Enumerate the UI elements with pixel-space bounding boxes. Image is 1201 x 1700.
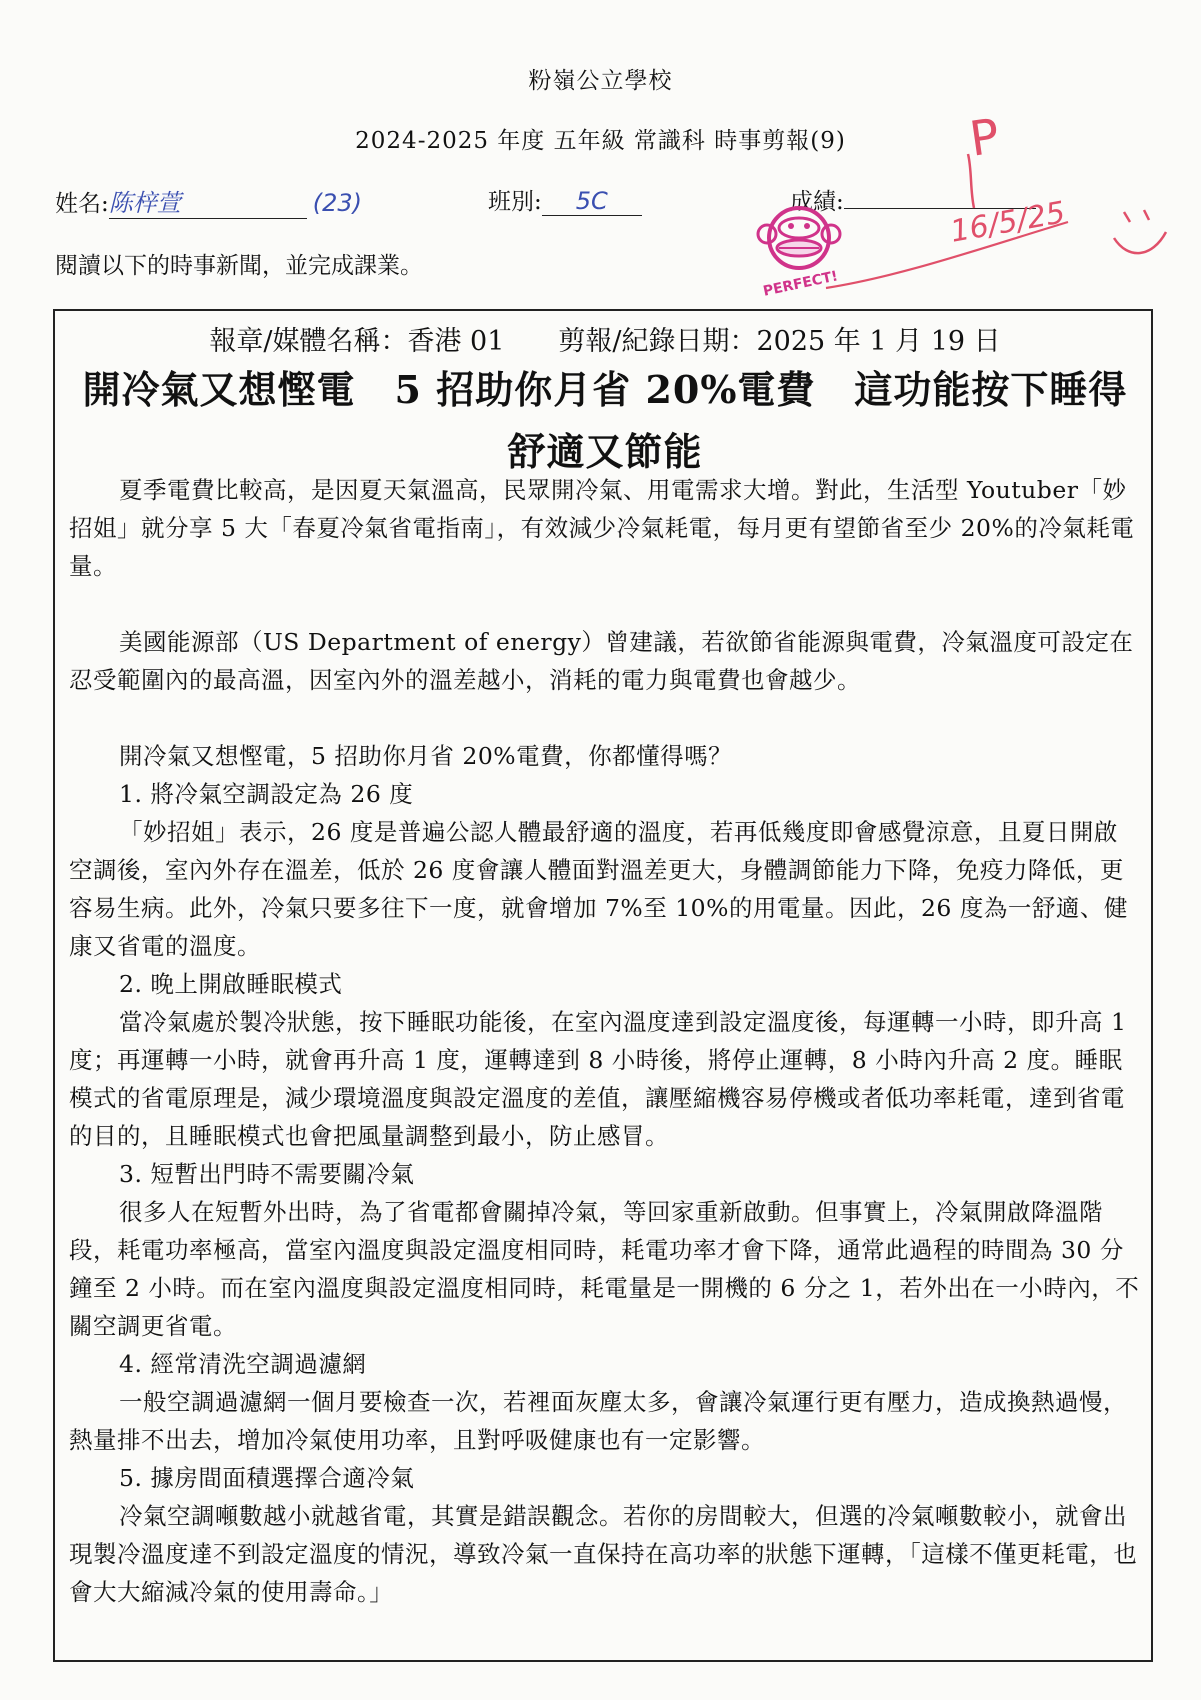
grade-label: 成績: — [790, 189, 844, 215]
worksheet-subtitle: 2024-2025 年度 五年級 常識科 時事剪報(9) — [355, 128, 846, 154]
class-label: 班別: — [488, 189, 542, 215]
stamp-text: PERFECT! — [761, 268, 840, 300]
class-value: 5C — [575, 187, 608, 215]
smiley-icon — [1110, 202, 1170, 262]
tip-text-1: 「妙招姐」表示，26 度是普遍公認人體最舒適的溫度，若再低幾度即會感覺涼意，且夏日開啟空調後，室內外存在溫差，低於 26 度會讓人體面對溫差更大，身體調節能力下降，免疫力降低，更容易生病。此外，冷氣只要多往下一度，就會增加 7%至 10%的用電量。因此，26 度為一舒適、健康又省電的溫度。 — [69, 818, 1128, 960]
article-paragraph: 開冷氣又想慳電，5 招助你月省 20%電費，你都懂得嗎？ — [119, 742, 733, 770]
student-number: (23) — [312, 189, 363, 217]
class-field — [488, 183, 642, 216]
tip-heading-3: 3. 短暫出門時不需要關冷氣 — [119, 1160, 415, 1188]
article-headline: 開冷氣又想慳電 5 招助你月省 20%電費 這功能按下睡得舒適又節能 — [82, 367, 1128, 474]
article-source-line: 報章/媒體名稱：香港 01 剪報/紀錄日期：2025 年 1 月 19 日 — [209, 326, 1001, 357]
tip-heading-5: 5. 據房間面積選擇合適冷氣 — [119, 1464, 415, 1492]
teacher-date: 16/5/25 — [947, 195, 1068, 250]
tip-text-5: 冷氣空調噸數越小就越省電，其實是錯誤觀念。若你的房間較大，但選的冷氣噸數較小，就會出現製冷溫度達不到設定溫度的情況，導致冷氣一直保持在高功率的狀態下運轉，「這樣不僅更耗電，也會大大縮減冷氣的使用壽命。」 — [69, 1502, 1138, 1606]
tip-text-2: 當冷氣處於製冷狀態，按下睡眠功能後，在室內溫度達到設定溫度後，每運轉一小時，即升高 1 度；再運轉一小時，就會再升高 1 度，運轉達到 8 小時後，將停止運轉，8 小時內升高 2 度。睡眠模式的省電原理是，減少環境溫度與設定溫度的差值，讓壓縮機容易停機或者低功率耗電，達到省電的目的，且睡眠模式也會把風量調整到最小，防止感冒。 — [69, 1008, 1127, 1150]
article-body — [69, 471, 1141, 1611]
tip-text-3: 很多人在短暫外出時，為了省電都會關掉冷氣，等回家重新啟動。但事實上，冷氣開啟降溫階段，耗電功率極高，當室內溫度與設定溫度相同時，耗電功率才會下降，通常此過程的時間為 30 分鐘至 2 小時。而在室內溫度與設定溫度相同時，耗電量是一開機的 6 分之 1，若外出在一小時內，不關空調更省電。 — [69, 1198, 1140, 1340]
teacher-grade-stroke — [960, 150, 1000, 210]
tip-heading-2: 2. 晚上開啟睡眠模式 — [119, 970, 343, 998]
article-box — [53, 309, 1153, 1662]
article-paragraph: 美國能源部（US Department of energy）曾建議，若欲節省能源與電費，冷氣溫度可設定在忍受範圍內的最高溫，因室內外的溫差越小，消耗的電力與電費也會越少。 — [69, 628, 1134, 694]
teacher-pen-stroke — [822, 218, 1072, 298]
teacher-grade-mark: P — [966, 108, 1003, 168]
perfect-stamp-icon — [745, 190, 855, 300]
name-label: 姓名: — [55, 191, 109, 217]
article-paragraph: 夏季電費比較高，是因夏天氣溫高，民眾開冷氣、用電需求大增。對此，生活型 Youtuber「妙招姐」就分享 5 大「春夏冷氣省電指南」，有效減少冷氣耗電，每月更有望節省至少 20%的冷氣耗電量。 — [69, 476, 1135, 580]
tip-text-4: 一般空調過濾網一個月要檢查一次，若裡面灰塵太多，會讓冷氣運行更有壓力，造成換熱過慢，熱量排不出去，增加冷氣使用功率，且對呼吸健康也有一定影響。 — [69, 1388, 1127, 1454]
instruction-text: 閱讀以下的時事新聞，並完成課業。 — [55, 253, 423, 279]
tip-heading-4: 4. 經常清洗空調過濾網 — [119, 1350, 367, 1378]
name-value: 陈梓萱 — [108, 189, 181, 217]
name-field — [55, 183, 362, 219]
tip-heading-1: 1. 將冷氣空調設定為 26 度 — [119, 780, 414, 808]
school-name: 粉嶺公立學校 — [528, 68, 673, 94]
